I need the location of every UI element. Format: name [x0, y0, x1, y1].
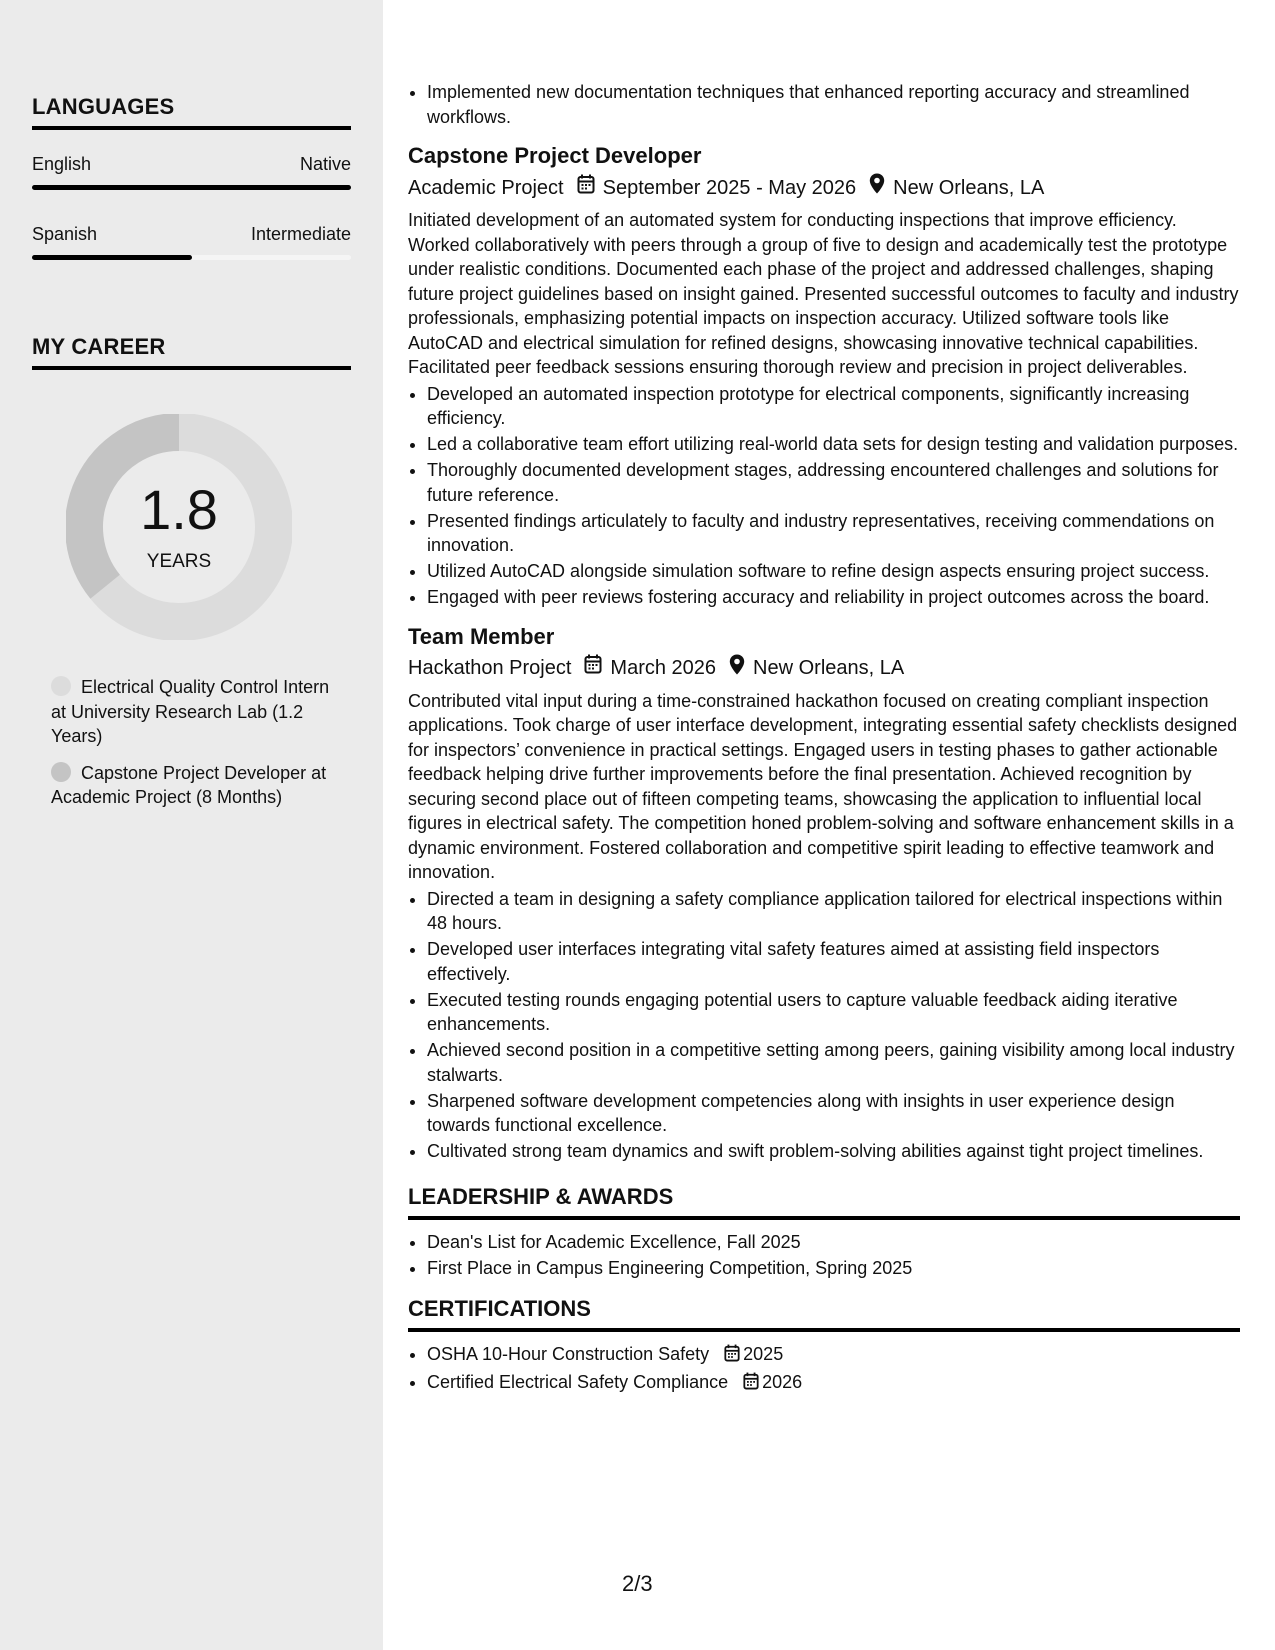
- language-proficiency-bar: [32, 185, 351, 190]
- calendar-icon: [743, 1372, 759, 1397]
- career-legend-item: [51, 675, 341, 749]
- career-total: 1.8: [140, 478, 218, 541]
- location-pin-icon: [869, 173, 885, 202]
- certification-name: Certified Electrical Safety Compliance: [427, 1372, 729, 1392]
- bullet-item: • Achieved second position in a competitive setting among peers, gaining visibility among local industry stalwarts.: [427, 1038, 1240, 1087]
- career-unit: YEARS: [146, 551, 212, 572]
- certification-item: [427, 1370, 1240, 1397]
- language-level: Intermediate: [250, 224, 351, 244]
- calendar-icon: [724, 1344, 740, 1369]
- calendar-icon: [577, 174, 595, 202]
- certification-year: 2026: [762, 1372, 803, 1392]
- bullet-item: • Developed an automated inspection prototype for electrical components, significantly increasing efficiency.: [427, 382, 1240, 431]
- career-legend-label: Capstone Project Developer at Academic Project (8 Months): [51, 762, 327, 807]
- job-dates: March 2026: [610, 657, 717, 679]
- bullet-item: • Engaged with peer reviews fostering accuracy and reliability in project outcomes across the board.: [427, 585, 1240, 610]
- certification-item: [427, 1342, 1240, 1369]
- location-pin-icon: [729, 654, 745, 683]
- career-legend-label: Electrical Quality Control Intern at University Research Lab (1.2 Years): [51, 677, 330, 746]
- certifications-heading: CERTIFICATIONS: [408, 1296, 1240, 1332]
- main-content: [408, 0, 1240, 1650]
- bullet-item: • Directed a team in designing a safety compliance application tailored for electrical inspections within 48 hours.: [427, 887, 1240, 936]
- page-number: 2/3: [622, 1571, 653, 1596]
- awards-heading: LEADERSHIP & AWARDS: [408, 1184, 1240, 1220]
- sidebar: [0, 0, 383, 1650]
- bullet-item: • Cultivated strong team dynamics and swift problem-solving abilities against tight project timelines.: [427, 1139, 1240, 1164]
- job-title: Team Member: [408, 623, 555, 649]
- language-proficiency-fill: [32, 185, 351, 190]
- certification-name: OSHA 10-Hour Construction Safety: [427, 1344, 710, 1364]
- languages-section: [32, 94, 351, 260]
- legend-dot: [51, 676, 71, 696]
- job-bullet-list: [408, 887, 1240, 1164]
- bullet-item: • Developed user interfaces integrating vital safety features aimed at assisting field inspectors effectively.: [427, 937, 1240, 986]
- bullet-item: • Thoroughly documented development stages, addressing encountered challenges and solutions for future reference.: [427, 458, 1240, 507]
- job-dates: September 2025 - May 2026: [602, 176, 857, 199]
- job-description: Contributed vital input during a time-constrained hackathon focused on creating compliant inspection applications. Took charge of user interface development, integrating essential safety checklists designed for inspectors’ convenience in practical settings. Engaged users in testing phases to gather actionable feedback helping drive further improvements before the final presentation. Achieved recognition by securing second place out of fifteen competing teams, showcasing the application to influential local figures in electrical safety. The competition honed problem-solving and software enhancement skills in a dynamic environment. Fostered collaboration and competitive spirit leading to effective teamwork and innovation.: [408, 690, 1238, 882]
- award-item: • Dean's List for Academic Excellence, Fall 2025: [427, 1230, 1240, 1255]
- language-item: [32, 154, 351, 190]
- bullet-item: • Presented findings articulately to faculty and industry representatives, receiving commendations on innovation.: [427, 509, 1240, 558]
- job-org: Hackathon Project: [408, 657, 572, 679]
- bullet-item: • Utilized AutoCAD alongside simulation software to refine design aspects ensuring project success.: [427, 559, 1240, 584]
- certifications-list: [408, 1342, 1240, 1397]
- language-proficiency-fill: [32, 255, 192, 260]
- calendar-icon: [584, 654, 602, 682]
- job-description: Initiated development of an automated system for conducting inspections that improve efficiency. Worked collaboratively with peers through a group of five to design and academically test the prototype under realistic conditions. Documented each phase of the project and addressed challenges, shaping future project guidelines based on insight gained. Presented successful outcomes to faculty and industry professionals, emphasizing potential impacts on inspection accuracy. Utilized software tools like AutoCAD and electrical simulation for refined designs, showcasing innovative technical capabilities. Facilitated peer feedback sessions ensuring thorough review and precision in project deliverables.: [408, 210, 1239, 377]
- languages-heading: LANGUAGES: [32, 94, 351, 130]
- bullet-item: • Sharpened software development competencies along with insights in user experience design towards functional excellence.: [427, 1089, 1240, 1138]
- job-org: Academic Project: [408, 176, 564, 199]
- job-location: New Orleans, LA: [753, 657, 905, 679]
- language-level: Native: [299, 154, 351, 174]
- career-legend: [51, 675, 341, 822]
- bullet-item: • Led a collaborative team effort utilizing real-world data sets for design testing and validation purposes.: [427, 432, 1240, 457]
- legend-dot: [51, 762, 71, 782]
- career-legend-item: [51, 761, 341, 810]
- job-meta: [408, 173, 1240, 202]
- main-flow: [408, 80, 1240, 1398]
- language-name: Spanish: [32, 224, 98, 244]
- language-item: [32, 224, 351, 260]
- award-item: • First Place in Campus Engineering Competition, Spring 2025: [427, 1256, 1240, 1281]
- language-proficiency-bar: [32, 255, 351, 260]
- career-section: [32, 334, 351, 370]
- job-entry: [408, 623, 1240, 1164]
- certifications-section: [408, 1296, 1240, 1397]
- certification-year: 2025: [743, 1344, 784, 1364]
- job-title: Capstone Project Developer: [408, 143, 702, 168]
- job-location: New Orleans, LA: [893, 176, 1045, 199]
- intro-bullet-list: [408, 80, 1240, 129]
- bullet-item: • Implemented new documentation techniques that enhanced reporting accuracy and streamlined workflows.: [427, 80, 1240, 129]
- job-meta: [408, 654, 1240, 683]
- job-bullet-list: [408, 382, 1240, 610]
- career-donut-chart: [66, 414, 292, 640]
- awards-list: [408, 1230, 1240, 1281]
- job-entry: [408, 142, 1240, 610]
- language-name: English: [32, 154, 92, 174]
- career-heading: MY CAREER: [32, 334, 351, 370]
- awards-section: [408, 1184, 1240, 1281]
- bullet-item: • Executed testing rounds engaging potential users to capture valuable feedback aiding iterative enhancements.: [427, 988, 1240, 1037]
